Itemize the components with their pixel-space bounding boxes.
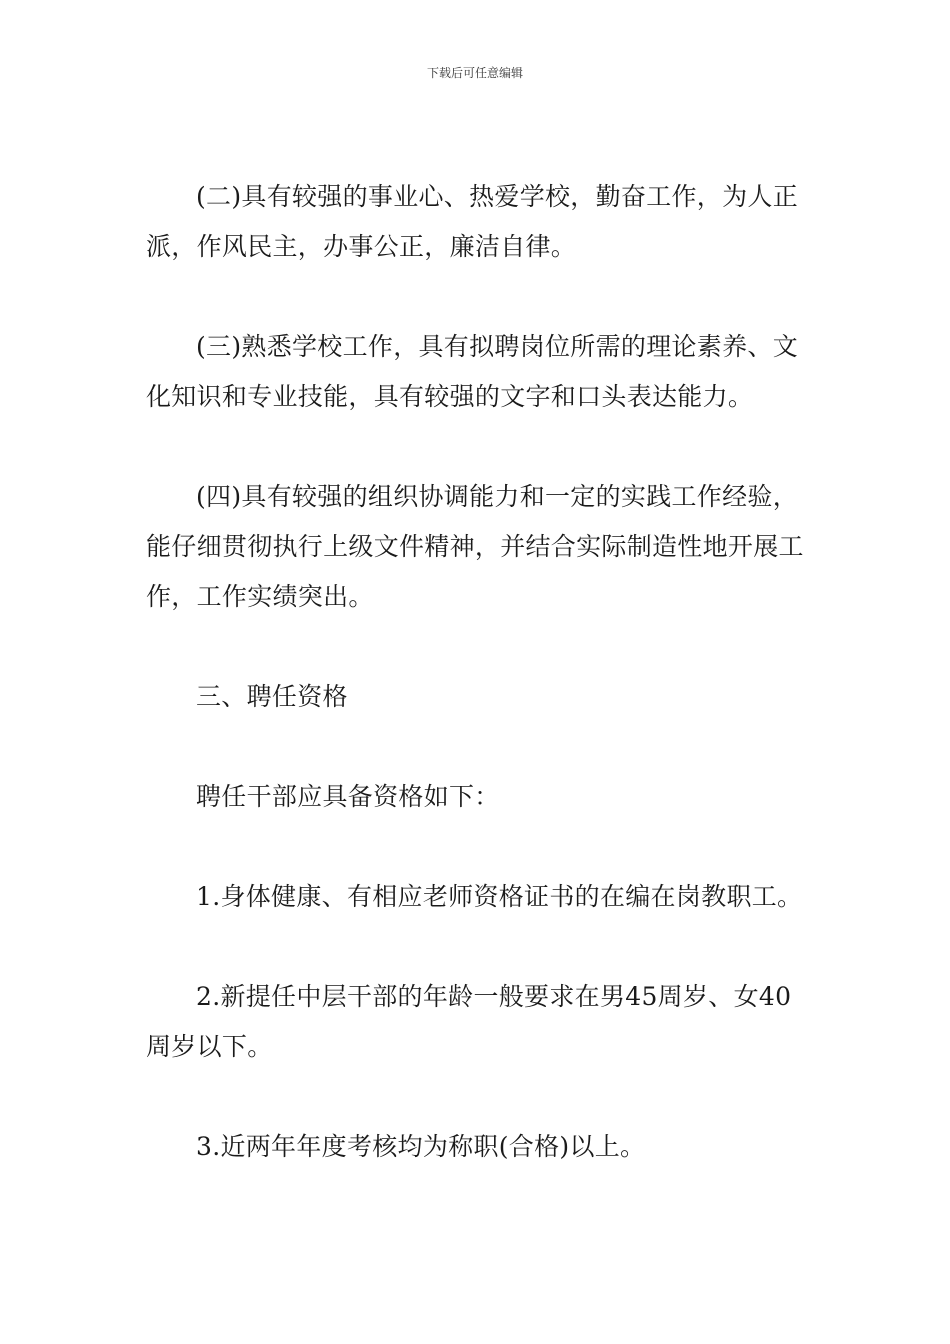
paragraph-requirement-3: (三)熟悉学校工作，具有拟聘岗位所需的理论素养、文化知识和专业技能，具有较强的文字和口头表达能力。 — [146, 332, 799, 411]
document-body — [146, 172, 810, 1222]
page-header: 下载后可任意编辑 — [426, 66, 523, 80]
paragraph-qualifications-intro: 聘任干部应具备资格如下： — [196, 782, 500, 811]
list-item-qualification-1: 1.身体健康、有相应老师资格证书的在编在岗教职工。 — [196, 882, 803, 911]
paragraph-requirement-2: (二)具有较强的事业心、热爱学校，勤奋工作，为人正派，作风民主，办事公正，廉洁自律。 — [146, 182, 799, 261]
paragraph-requirement-4: (四)具有较强的组织协调能力和一定的实践工作经验，能仔细贯彻执行上级文件精神，并结合实际制造性地开展工作，工作实绩突出。 — [146, 482, 804, 611]
list-item-qualification-2: 2.新提任中层干部的年龄一般要求在男45周岁、女40周岁以下。 — [146, 982, 792, 1061]
section-heading-qualifications: 三、聘任资格 — [196, 682, 348, 711]
list-item-qualification-3: 3.近两年年度考核均为称职(合格)以上。 — [196, 1132, 646, 1161]
